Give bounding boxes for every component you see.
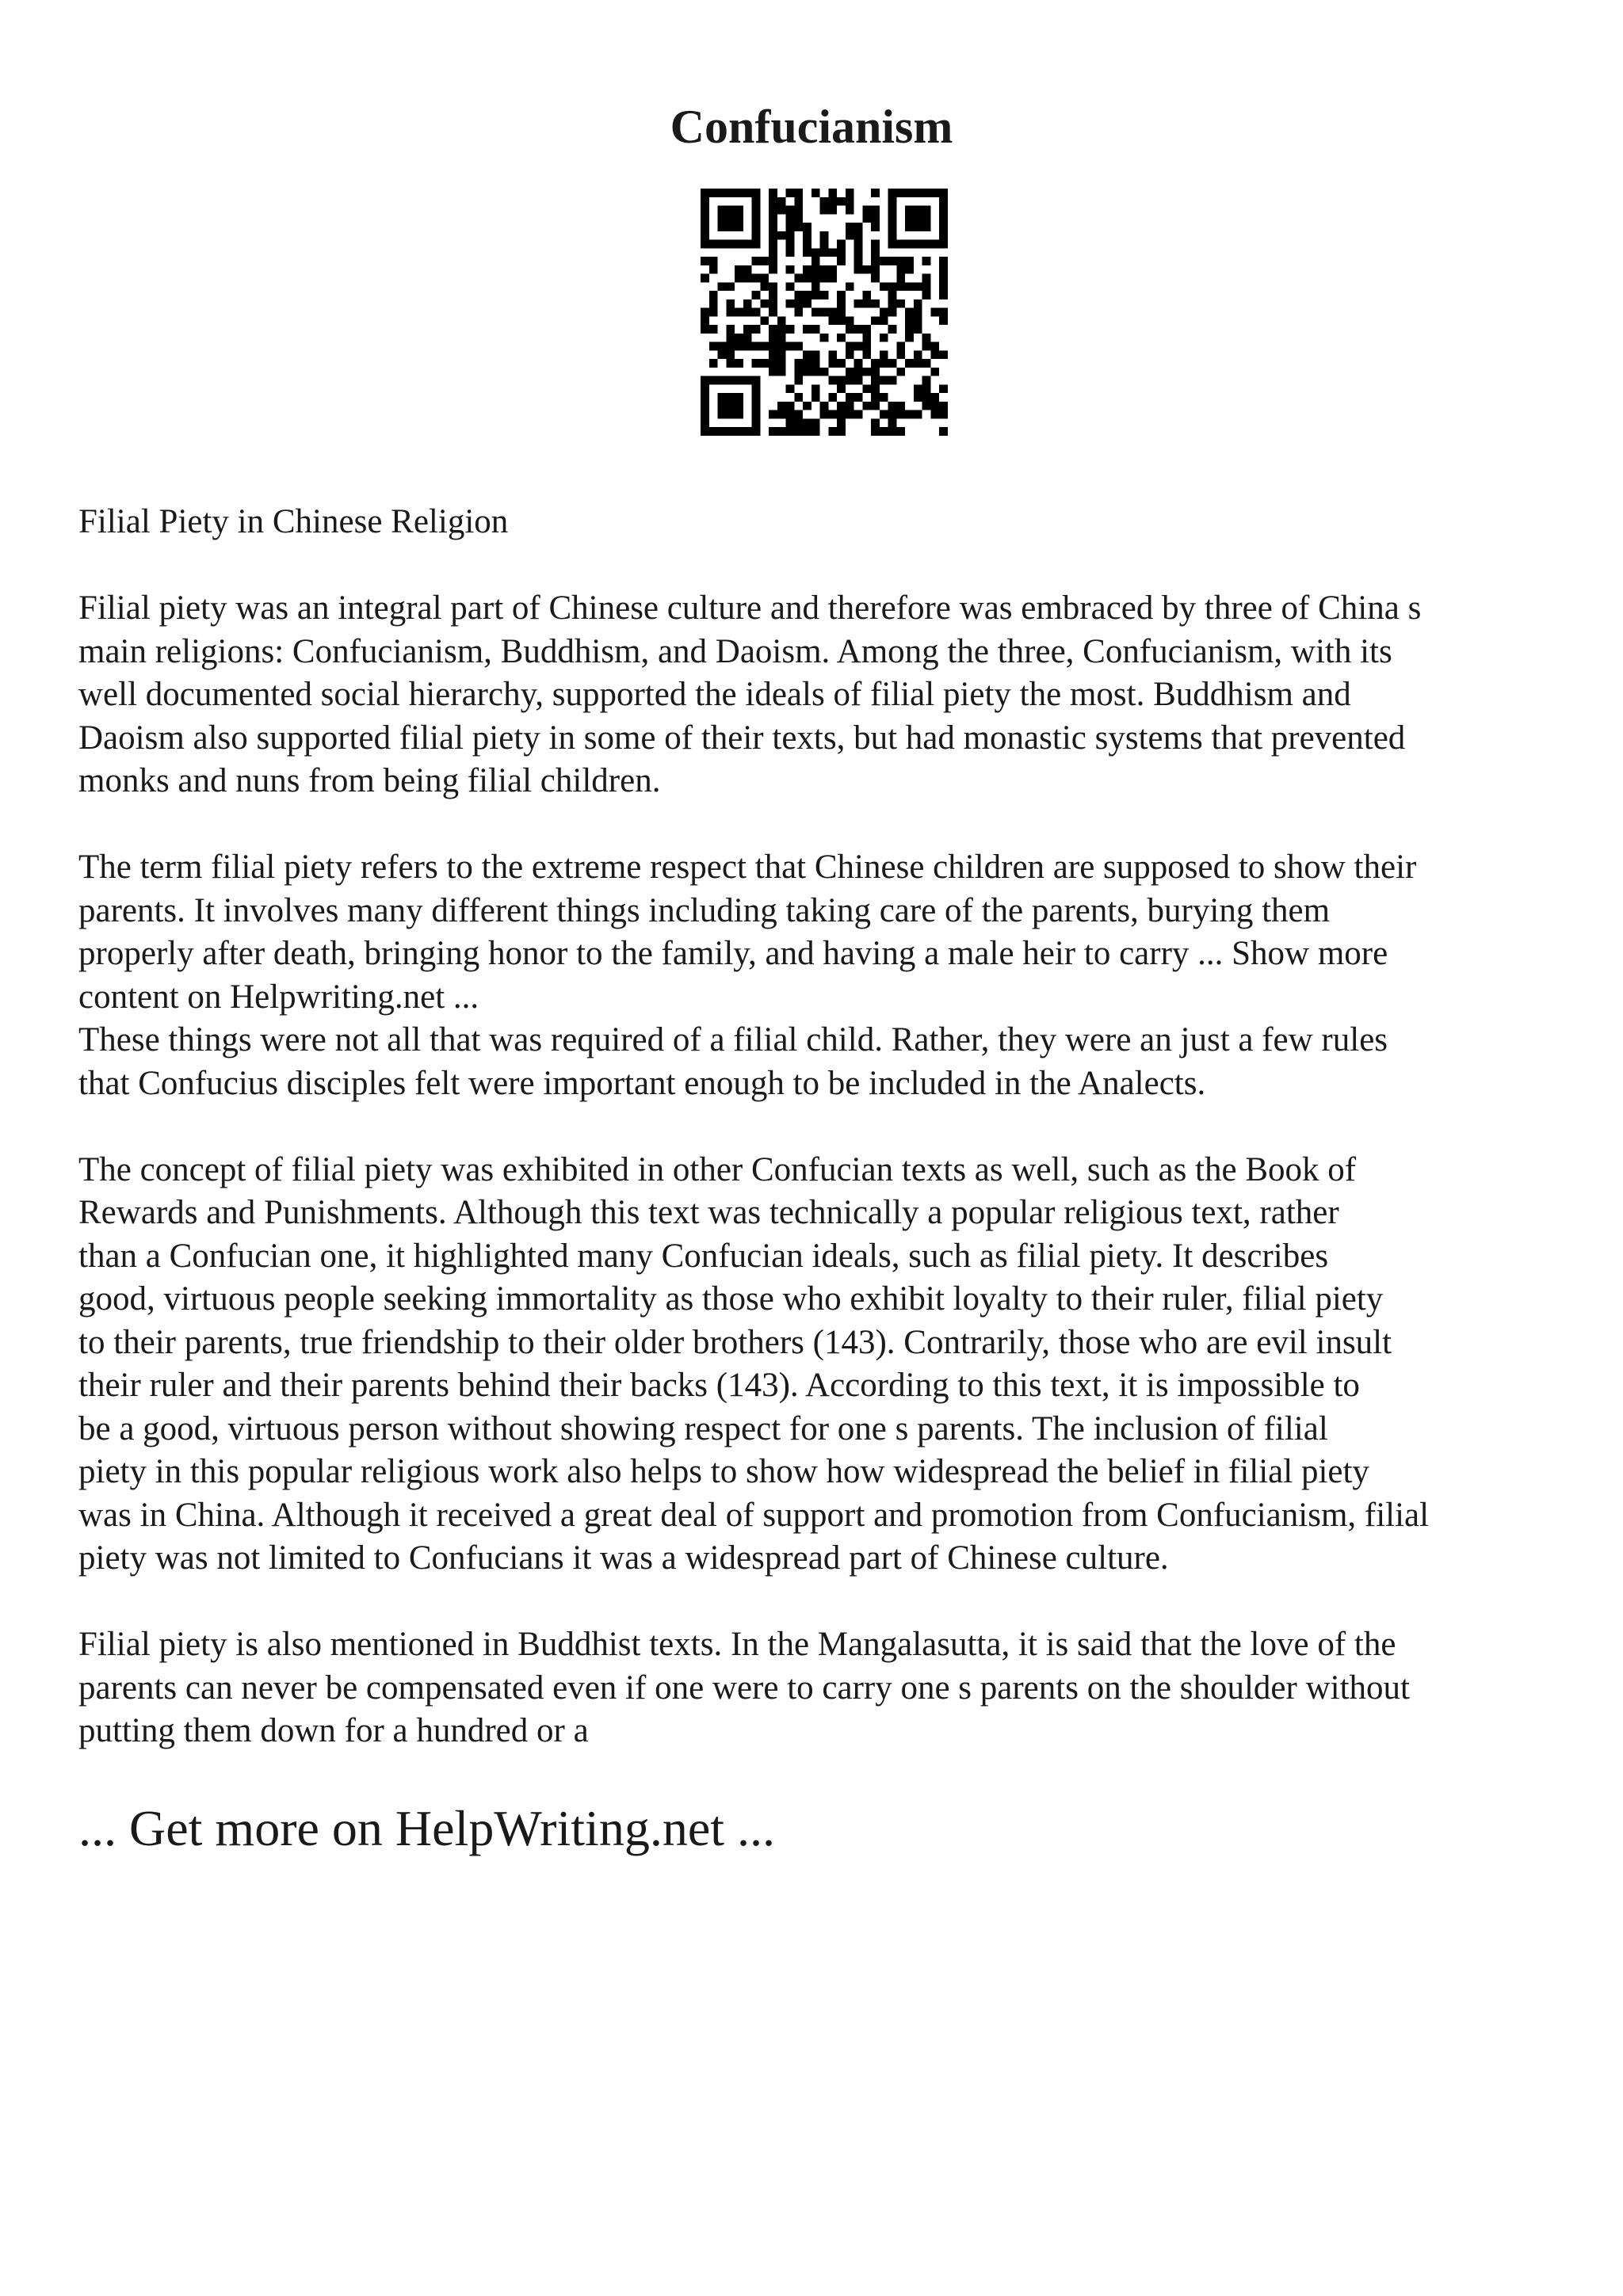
- get-more-link[interactable]: ... Get more on HelpWriting.net ...: [78, 1800, 775, 1856]
- text-line: well documented social hierarchy, supported the ideals of filial piety the most. Buddhism and: [78, 676, 1351, 713]
- text-line: main religions: Confucianism, Buddhism, and Daoism. Among the three, Confucianism, with its: [78, 632, 1392, 670]
- text-line: Daoism also supported filial piety in some of their texts, but had monastic systems that prevented: [78, 719, 1406, 757]
- text-line: putting them down for a hundred or a: [78, 1712, 589, 1749]
- document-body: [78, 501, 1568, 1753]
- text-line: Rewards and Punishments. Although this text was technically a popular religious text, rather: [78, 1194, 1339, 1231]
- text-line: parents. It involves many different things including taking care of the parents, burying them: [78, 891, 1331, 929]
- text-line: to their parents, true friendship to their older brothers (143). Contrarily, those who are evil insult: [78, 1323, 1392, 1361]
- text-line: be a good, virtuous person without showing respect for one s parents. The inclusion of filial: [78, 1409, 1328, 1447]
- paragraph-4: [78, 1623, 1568, 1753]
- text-line: These things were not all that was required of a filial child. Rather, they were an just a few rules: [78, 1021, 1388, 1058]
- text-line: that Confucius disciples felt were important enough to be included in the Analects.: [78, 1064, 1206, 1102]
- document-title: Confucianism: [670, 101, 953, 153]
- text-line: properly after death, bringing honor to the family, and having a male heir to carry ... Show more: [78, 935, 1388, 972]
- paragraph-3: [78, 1149, 1568, 1581]
- paragraph-2: [78, 846, 1568, 1105]
- text-line: Filial piety was an integral part of Chinese culture and therefore was embraced by three of China s: [78, 589, 1422, 627]
- text-line: monks and nuns from being filial children.: [78, 762, 661, 799]
- text-line: content on Helpwriting.net ...: [78, 978, 479, 1016]
- text-line: piety in this popular religious work also helps to show how widespread the belief in filial piety: [78, 1453, 1369, 1490]
- section-heading: Filial Piety in Chinese Religion: [78, 503, 509, 540]
- paragraph-1: [78, 587, 1568, 803]
- text-line: The term filial piety refers to the extreme respect that Chinese children are supposed to show their: [78, 849, 1417, 886]
- text-line: piety was not limited to Confucians it was a widespread part of Chinese culture.: [78, 1539, 1169, 1577]
- text-line: good, virtuous people seeking immortality as those who exhibit loyalty to their ruler, filial piety: [78, 1280, 1384, 1318]
- text-line: was in China. Although it received a great deal of support and promotion from Confucianism, filial: [78, 1496, 1430, 1534]
- text-line: Filial piety is also mentioned in Buddhist texts. In the Mangalasutta, it is said that the love of the: [78, 1626, 1396, 1663]
- text-line: parents can never be compensated even if one were to carry one s parents on the shoulder without: [78, 1669, 1410, 1707]
- qr-code-icon: [701, 189, 948, 436]
- text-line: The concept of filial piety was exhibited in other Confucian texts as well, such as the Book of: [78, 1150, 1357, 1188]
- text-line: than a Confucian one, it highlighted many Confucian ideals, such as filial piety. It describes: [78, 1237, 1329, 1275]
- text-line: their ruler and their parents behind their backs (143). According to this text, it is impossible to: [78, 1367, 1360, 1404]
